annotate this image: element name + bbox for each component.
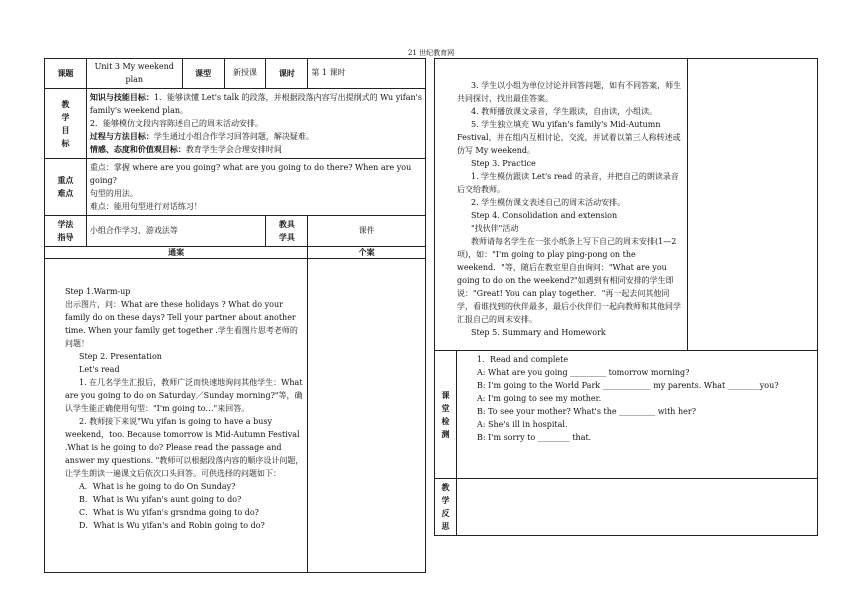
type-label: 课型 xyxy=(182,59,224,89)
goals-label: 教 学 目 标 xyxy=(45,89,87,159)
plan-continued-personal xyxy=(688,59,818,351)
check-content: 1．Read and complete A: What are you going _________ tomorrow morning? B: I'm going to the World Park ____________ my parents. What ________you? A: I'm going to see my mother. B: To see your mother? What's the _________ with her? A: She's ill in hospital. B: I'm sorry to ________ that. xyxy=(456,351,817,479)
key-label: 重点 难点 xyxy=(45,159,87,216)
reflect-label: 教 学 反 思 xyxy=(435,479,457,536)
tools-value: 课件 xyxy=(308,216,426,247)
col-common-header: 通案 xyxy=(45,247,308,259)
goals-content: 知识与技能目标：1．能够读懂 Let's talk 的段落，并根据段落内容写出提纲式的 Wu yifan's family's weekend plan。 2．能够模仿文段内容陈述自己的周末活动安排。 过程与方法目标：学生通过小组合作学习回答问题，解决疑难。 情感、态度和价值观目标：教育学生学会合理安排时间 xyxy=(86,89,425,159)
col-personal-header: 个案 xyxy=(308,247,426,259)
topic-value: Unit 3 My weekend plan xyxy=(86,59,182,89)
method-value: 小组合作学习、游戏法等 xyxy=(86,216,266,247)
topic-label: 课题 xyxy=(45,59,87,89)
method-label: 学法 指导 xyxy=(45,216,87,247)
hours-label: 课时 xyxy=(266,59,308,89)
key-content: 重点：掌握 where are you going? what are you going to do there? When are you going? 句型的用法。 难点：能用句型进行对话练习！ xyxy=(86,159,425,216)
reflect-content xyxy=(456,479,817,536)
personal-plan-body xyxy=(308,259,426,573)
lesson-plan-right-table xyxy=(434,58,818,536)
common-plan-body: Step 1.Warm-up 出示图片，问：What are these holidays ? What do your family do on these days? Tell your partner about another time. When your family get together .学生看图片思考老师的问题！ Step 2. Presentation Let's read 1. 在几名学生汇报后，教师广泛而快速地询问其他学生：What are you going to do on Saturday／Sunday morning?"等，确认学生能正确使用句型："I'm going to…"来回答。 2. 教师接下来说"Wu yifan is going to have a busy weekend，too. Because tomorrow is Mid-Autumn Festival .What is he going to do? Please read the passage and answer my questions. "教师可以根据段落内容的顺序设计问题，让学生朗读一遍课文后依次口头回答。可供选择的问题如下： A．What is he going to do On Sunday? B．What is Wu yifan's aunt going to do? C．What is Wu yifan's grsndma going to do? D．What is Wu yifan's and Robin going to do? xyxy=(45,259,308,573)
plan-continued-body: 3. 学生以小组为单位讨论并回答问题，如有不同答案，师生共同探讨，找出最佳答案。 4. 教师播放课文录音，学生跟读，自由读，小组读。 5. 学生独立填充 Wu yifan's family's Mid-Autumn Festival，并在组内互相讨论，交流，并试着以第三人称转述或仿写 My weekend。 Step 3. Practice 1. 学生模仿跟读 Let's read 的录音，并把自己的朗读录音后交给教师。 2. 学生模仿课文表述自己的周末活动安排。 Step 4. Consolidation and extension "找伙伴"活动 教师请每名学生在一张小纸条上写下自己的周末安排(1—2 项)，如："I'm going to play ping-pong on the weekend．"等，随后在教室里自由询问："What are you going to do on the weekend?"如遇到有相同安排的学生即说："Great! You can play together．"再一起去问其他同学，看谁找到的伙伴最多，最后小伙伴们一起向教师和其他同学汇报自己的周末安排。 Step 5. Summary and Homework xyxy=(435,59,688,351)
tools-label: 教具 学具 xyxy=(266,216,308,247)
site-header: 21 世纪教育网 xyxy=(408,49,455,57)
check-label: 课 堂 检 测 xyxy=(435,351,457,479)
lesson-plan-left-table xyxy=(44,58,426,573)
hours-value: 第 1 课时 xyxy=(308,59,426,89)
type-value: 新授课 xyxy=(224,59,266,89)
